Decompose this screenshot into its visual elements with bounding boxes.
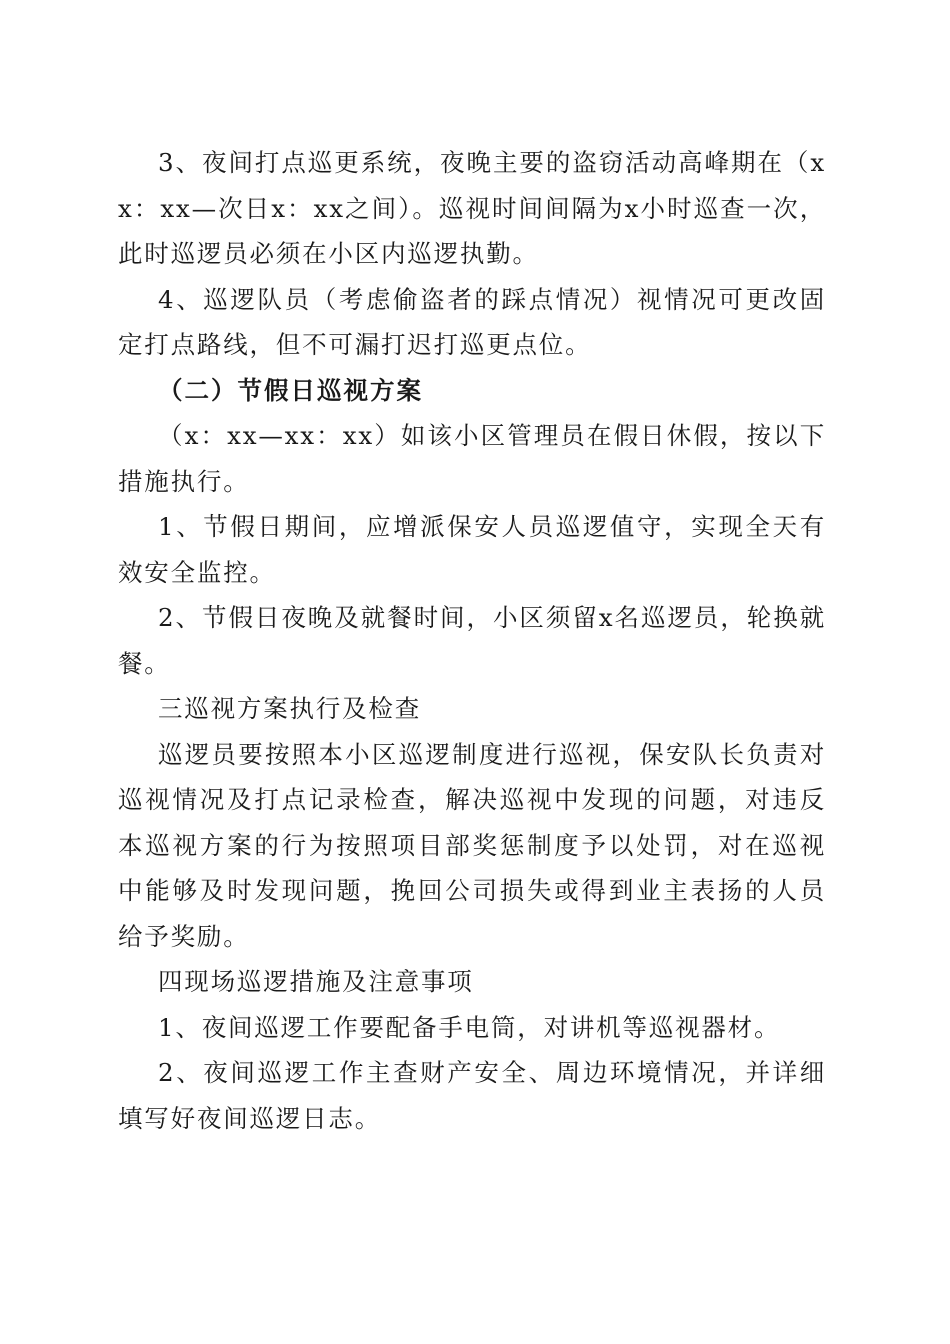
paragraph-holiday-staffing: 1、节假日期间，应增派保安人员巡逻值守，实现全天有效安全监控。 xyxy=(118,512,826,587)
section-heading-onsite-measures: 四现场巡逻措施及注意事项 xyxy=(158,967,474,996)
paragraph-night-patrol-system: 3、夜间打点巡更系统，夜晚主要的盗窃活动高峰期在（xx：xx—次日x：xx之间）。巡视时间间隔为x小时巡查一次，此时巡逻员必须在小区内巡逻执勤。 xyxy=(118,148,826,268)
paragraph-equipment: 1、夜间巡逻工作要配备手电筒，对讲机等巡视器材。 xyxy=(158,1012,781,1042)
paragraph-inspection-details: 巡逻员要按照本小区巡逻制度进行巡视，保安队长负责对巡视情况及打点记录检查，解决巡视中发现的问题，对违反本巡视方案的行为按照项目部奖惩制度予以处罚，对在巡视中能够及时发现问题，挽回公司损失或得到业主表扬的人员给予奖励。 xyxy=(118,739,826,951)
paragraph-holiday-meal: 2、节假日夜晚及就餐时间，小区须留x名巡逻员，轮换就餐。 xyxy=(118,603,826,678)
document-body xyxy=(118,140,826,1141)
paragraph-patrol-log: 2、夜间巡逻工作主查财产安全、周边环境情况，并详细填写好夜间巡逻日志。 xyxy=(118,1058,826,1133)
section-heading-execution-inspection: 三巡视方案执行及检查 xyxy=(158,694,421,723)
section-heading-holiday-plan: （二）节假日巡视方案 xyxy=(158,375,423,405)
paragraph-patrol-route: 4、巡逻队员（考虑偷盗者的踩点情况）视情况可更改固定打点路线，但不可漏打迟打巡更点位。 xyxy=(118,284,826,359)
paragraph-holiday-time: （x：xx—xx：xx）如该小区管理员在假日休假，按以下措施执行。 xyxy=(118,421,826,496)
